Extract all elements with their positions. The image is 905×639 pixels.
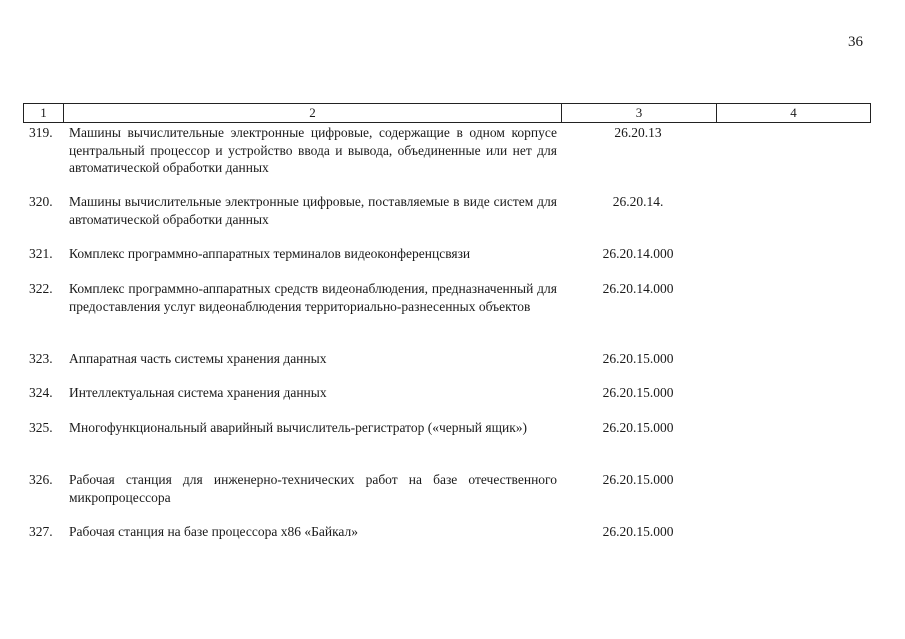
row-number: 324. [29,385,53,400]
item-code: 26.20.15.000 [602,385,674,400]
row-number: 321. [29,246,53,261]
column-header-2: 2 [64,104,562,122]
item-code: 26.20.15.000 [602,351,674,366]
page-number: 36 [848,34,863,50]
item-name: Рабочая станция на базе процессора x86 «Байкал» [69,524,359,539]
item-name: Комплекс программно-аппаратных терминалов видеоконференцсвязи [69,246,471,261]
item-code: 26.20.15.000 [602,524,674,539]
row-number: 322. [29,281,53,296]
item-name: Интеллектуальная система хранения данных [69,385,327,400]
item-name: Многофункциональный аварийный вычислитель-регистратор («черный ящик») [69,420,528,435]
column-header-4: 4 [790,105,797,120]
item-code: 26.20.14.000 [602,246,674,261]
row-number: 327. [29,524,53,539]
row-number: 323. [29,351,53,366]
item-name: Машины вычислительные электронные цифровые, содержащие в одном корпусе центральный процессор и устройство ввода и вывода, объединенные или нет для автоматической обработки данных [69,125,557,175]
column-header-3: 3 [562,104,717,122]
item-code: 26.20.15.000 [602,420,674,435]
table-header [23,103,871,123]
row-number: 326. [29,472,53,487]
row-number: 320. [29,194,53,209]
item-name: Рабочая станция для инженерно-технических работ на базе отечественного микропроцессора [69,472,557,505]
item-name: Машины вычислительные электронные цифровые, поставляемые в виде систем для автоматической обработки данных [69,194,557,227]
column-header-1: 1 [24,104,64,122]
item-code: 26.20.14. [612,194,664,209]
item-name: Комплекс программно-аппаратных средств видеонаблюдения, предназначенный для предоставления услуг видеонаблюдения территориально-разнесенных объектов [69,281,557,314]
item-code: 26.20.14.000 [602,281,674,296]
item-name: Аппаратная часть системы хранения данных [69,351,327,366]
item-code: 26.20.13 [614,125,662,140]
item-code: 26.20.15.000 [602,472,674,487]
row-number: 319. [29,125,53,140]
row-number: 325. [29,420,53,435]
